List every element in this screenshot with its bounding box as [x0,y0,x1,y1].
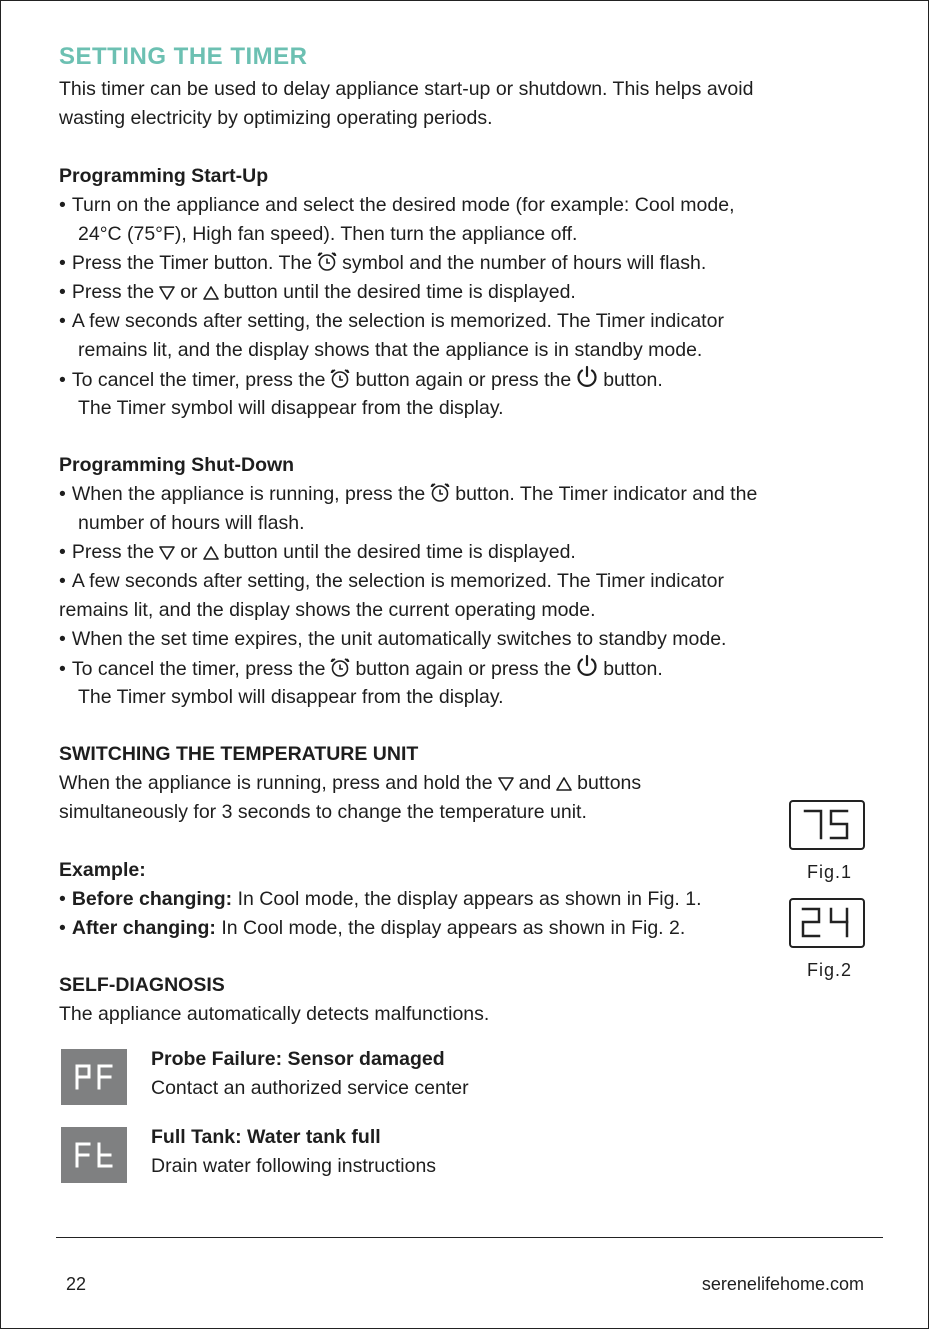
example-heading: Example: [59,859,146,881]
shutdown-bullet-3 [59,567,724,596]
text: button again or press the [355,369,572,391]
text: buttons [577,772,642,794]
text: or [180,541,198,563]
down-triangle-icon [158,545,176,561]
shutdown-bullet-3-cont: remains lit, and the display shows the current operating mode. [59,599,596,621]
text: In Cool mode, the display appears as shown in Fig. 2. [221,917,686,939]
unit-line-1 [59,769,641,798]
startup-bullet-1 [59,191,735,220]
website-link[interactable]: serenelifehome.com [701,1274,864,1294]
example-before [59,885,702,914]
ft-digits [61,1127,127,1183]
power-icon [575,654,599,678]
error-pf-desc: Contact an authorized service center [151,1077,469,1099]
text: button until the desired time is displayed. [223,541,576,563]
error-code-pf [61,1049,127,1105]
fig2-digits [791,900,862,945]
text: button until the desired time is displayed. [223,281,576,303]
footer-divider [56,1237,883,1238]
error-pf-title: Probe Failure: Sensor damaged [151,1048,445,1070]
text: Turn on the appliance and select the desired mode (for example: Cool mode, [71,194,735,216]
text: or [180,281,198,303]
down-triangle-icon [497,776,515,792]
intro-line-2: wasting electricity by optimizing operating periods. [59,107,493,129]
startup-bullet-3 [59,278,576,307]
startup-bullet-4-cont: remains lit, and the display shows that the appliance is in standby mode. [78,339,703,361]
timer-icon [429,481,451,503]
text: Press the [71,541,155,563]
page-number: 22 [66,1274,87,1294]
text: Press the Timer button. The [71,252,313,274]
up-triangle-icon [202,285,220,301]
shutdown-bullet-1 [59,480,757,509]
power-icon [575,365,599,389]
example-after [59,914,685,943]
shutdown-bullet-5-cont: The Timer symbol will disappear from the display. [78,686,504,708]
down-triangle-icon [158,285,176,301]
text: button again or press the [355,658,572,680]
fig1-display [789,800,865,850]
error-ft-desc: Drain water following instructions [151,1155,437,1177]
text: symbol and the number of hours will flash. [342,252,707,274]
diagnosis-heading: SELF-DIAGNOSIS [59,974,225,996]
shutdown-bullet-4 [59,625,726,654]
text: button. [603,369,663,391]
label: After changing: [71,917,216,939]
label: Before changing: [71,888,233,910]
startup-bullet-5 [59,365,663,395]
shutdown-bullet-2 [59,538,576,567]
error-ft-title: Full Tank: Water tank full [151,1126,381,1148]
text: A few seconds after setting, the selection is memorized. The Timer indicator [71,570,724,592]
intro-line-1: This timer can be used to delay appliance start-up or shutdown. This helps avoid [59,78,754,100]
text: button. [603,658,663,680]
startup-heading: Programming Start-Up [59,165,269,187]
unit-heading: SWITCHING THE TEMPERATURE UNIT [59,743,419,765]
text: and [518,772,552,794]
error-code-ft [61,1127,127,1183]
startup-bullet-2 [59,249,706,278]
text: button. The Timer indicator and the [455,483,758,505]
timer-icon [316,250,338,272]
text: In Cool mode, the display appears as shown in Fig. 1. [237,888,702,910]
up-triangle-icon [202,545,220,561]
up-triangle-icon [555,776,573,792]
text: Press the [71,281,155,303]
text: When the set time expires, the unit automatically switches to standby mode. [71,628,727,650]
text: A few seconds after setting, the selection is memorized. The Timer indicator [71,310,724,332]
diagnosis-intro: The appliance automatically detects malfunctions. [59,1003,490,1025]
fig2-label: Fig.2 [807,960,853,980]
startup-bullet-1-cont: 24°C (75°F), High fan speed). Then turn the appliance off. [78,223,578,245]
text: To cancel the timer, press the [71,658,326,680]
timer-icon [329,656,351,678]
pf-digits [61,1049,127,1105]
text: To cancel the timer, press the [71,369,326,391]
text: When the appliance is running, press and hold the [59,772,493,794]
shutdown-bullet-5 [59,654,663,684]
text: When the appliance is running, press the [71,483,426,505]
fig1-label: Fig.1 [807,862,853,882]
fig2-display [789,898,865,948]
shutdown-bullet-1-cont: number of hours will flash. [78,512,305,534]
shutdown-heading: Programming Shut-Down [59,454,295,476]
unit-line-2: simultaneously for 3 seconds to change the temperature unit. [59,801,587,823]
startup-bullet-5-cont: The Timer symbol will disappear from the display. [78,397,504,419]
timer-icon [329,367,351,389]
startup-bullet-4 [59,307,724,336]
section-title: SETTING THE TIMER [59,43,308,70]
fig1-digits [791,802,862,847]
